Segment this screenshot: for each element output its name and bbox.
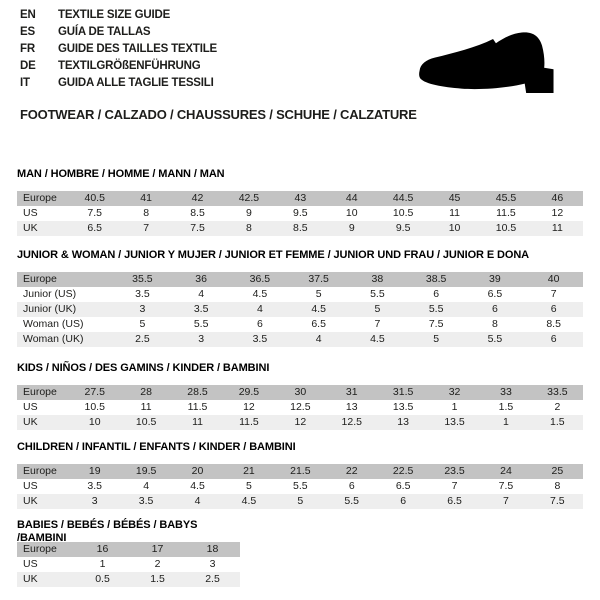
size-cell: 45.5	[495, 192, 517, 204]
size-cell: 31.5	[392, 386, 414, 398]
size-cell: 24	[500, 465, 512, 477]
size-cell: 8	[554, 480, 561, 492]
size-cell: 4.5	[241, 495, 257, 507]
size-cell: 6	[550, 333, 557, 345]
size-cell: 44.5	[392, 192, 414, 204]
row-label-cell: Woman (UK)	[23, 333, 84, 345]
size-cell: 18	[206, 543, 219, 555]
size-table	[17, 542, 240, 587]
size-cell: 4	[315, 333, 322, 345]
table-row	[17, 542, 240, 557]
table-row	[17, 557, 240, 572]
size-table	[17, 272, 583, 347]
size-cell: 5.5	[487, 333, 503, 345]
size-cell: 3	[209, 558, 216, 570]
size-cell: 1	[99, 558, 106, 570]
size-cell: 36	[195, 273, 207, 285]
size-cell: 4	[194, 495, 201, 507]
size-cell: 1.5	[498, 401, 514, 413]
size-cell: 4.5	[252, 288, 268, 300]
language-code: EN	[20, 9, 36, 21]
size-cell: 13	[345, 401, 358, 413]
size-cell: 3	[139, 303, 146, 315]
size-cell: 1.5	[550, 416, 565, 428]
size-cell: 42.5	[238, 192, 260, 204]
table-row	[17, 479, 583, 494]
row-label-cell: US	[23, 558, 38, 570]
size-cell: 5	[246, 480, 252, 492]
size-cell: 11	[192, 416, 203, 428]
size-cell: 5.5	[293, 480, 308, 492]
size-cell: 8.5	[190, 207, 205, 219]
row-label-cell: UK	[23, 573, 38, 585]
size-table-section	[17, 168, 583, 236]
row-label-cell: Europe	[23, 273, 57, 285]
size-cell: 9.5	[395, 222, 411, 234]
size-cell: 6.5	[447, 495, 462, 507]
size-cell: 12.5	[341, 416, 362, 428]
language-code: IT	[20, 77, 30, 89]
size-cell: 10	[345, 207, 358, 219]
size-cell: 7.5	[428, 318, 444, 330]
size-cell: 7	[550, 288, 557, 300]
language-label: GUÍA DE TALLAS	[58, 26, 151, 38]
size-cell: 2	[554, 401, 561, 413]
size-table	[17, 385, 583, 430]
size-cell: 32	[448, 386, 461, 398]
size-cell: 36.5	[249, 273, 271, 285]
table-row	[17, 385, 583, 400]
row-label-cell: Junior (US)	[23, 288, 77, 300]
size-cell: 1	[503, 416, 509, 428]
size-cell: 10.5	[392, 207, 414, 219]
size-cell: 6.5	[395, 480, 411, 492]
row-label-cell: UK	[23, 416, 38, 428]
size-cell: 3.5	[87, 480, 102, 492]
language-row	[20, 41, 217, 58]
table-row	[17, 272, 583, 287]
size-cell: 2	[154, 558, 161, 570]
size-cell: 11.5	[239, 416, 259, 428]
size-cell: 2.5	[135, 333, 150, 345]
size-cell: 6	[433, 288, 440, 300]
table-title: JUNIOR & WOMAN / JUNIOR Y MUJER / JUNIOR ET FEMME / JUNIOR UND FRAU / JUNIOR E DONA	[17, 249, 530, 261]
size-cell: 13.5	[444, 416, 465, 428]
size-cell: 8	[491, 318, 498, 330]
size-cell: 4.5	[190, 480, 205, 492]
row-label-cell: US	[23, 401, 38, 413]
size-cell: 8.5	[293, 222, 308, 234]
size-cell: 8.5	[546, 318, 561, 330]
size-cell: 6	[400, 495, 407, 507]
row-label-cell: Europe	[23, 386, 57, 398]
size-cell: 6.5	[311, 318, 326, 330]
size-cell: 3	[91, 495, 98, 507]
size-cell: 7	[143, 222, 150, 234]
row-label-cell: US	[23, 207, 38, 219]
row-label-cell: US	[23, 480, 38, 492]
size-cell: 0.5	[95, 573, 110, 585]
table-row	[17, 494, 583, 509]
size-table-section	[17, 519, 240, 587]
size-table	[17, 464, 583, 509]
size-cell: 2.5	[205, 573, 220, 585]
size-cell: 23.5	[444, 465, 465, 477]
size-cell: 19.5	[135, 465, 157, 477]
table-row	[17, 302, 583, 317]
size-cell: 10.5	[84, 401, 105, 413]
size-cell: 7.5	[550, 495, 565, 507]
size-cell: 28.5	[187, 386, 208, 398]
size-cell: 31	[345, 386, 358, 398]
language-code: DE	[20, 60, 36, 72]
size-cell: 10	[448, 222, 461, 234]
row-label-cell: Junior (UK)	[23, 303, 77, 315]
language-label: GUIDE DES TAILLES TEXTILE	[58, 43, 217, 55]
row-label-cell: UK	[23, 222, 38, 234]
size-cell: 11.5	[187, 401, 208, 413]
size-cell: 3.5	[135, 288, 150, 300]
language-code: ES	[20, 26, 35, 38]
size-cell: 12	[551, 207, 564, 219]
size-cell: 19	[88, 465, 101, 477]
size-cell: 33.5	[547, 386, 568, 398]
size-cell: 5	[433, 333, 440, 345]
table-title: MAN / HOMBRE / HOMME / MANN / MAN	[17, 168, 225, 180]
table-row	[17, 287, 583, 302]
size-cell: 3.5	[252, 333, 268, 345]
size-cell: 21.5	[290, 465, 311, 477]
size-cell: 25	[551, 465, 564, 477]
size-cell: 9	[246, 207, 252, 219]
language-row	[20, 24, 217, 41]
size-cell: 43	[294, 192, 307, 204]
size-cell: 1	[451, 401, 458, 413]
size-cell: 27.5	[84, 386, 105, 398]
size-cell: 10.5	[135, 416, 157, 428]
row-label-cell: Europe	[23, 465, 57, 477]
size-cell: 8	[143, 207, 150, 219]
size-cell: 5.5	[370, 288, 385, 300]
size-cell: 33	[500, 386, 512, 398]
table-row	[17, 464, 583, 479]
size-cell: 28	[140, 386, 152, 398]
size-cell: 37.5	[308, 273, 329, 285]
size-cell: 38.5	[425, 273, 447, 285]
category-title: FOOTWEAR / CALZADO / CHAUSSURES / SCHUHE / CALZATURE	[20, 107, 417, 122]
size-cell: 40.5	[84, 192, 105, 204]
size-cell: 11.5	[496, 207, 516, 219]
row-label-cell: UK	[23, 495, 38, 507]
table-row	[17, 221, 583, 236]
size-cell: 5.5	[428, 303, 444, 315]
size-cell: 4.5	[370, 333, 385, 345]
size-cell: 3.5	[193, 303, 209, 315]
size-cell: 6	[256, 318, 263, 330]
size-cell: 13.5	[392, 401, 414, 413]
size-cell: 38	[371, 273, 384, 285]
size-table-section	[17, 362, 583, 430]
size-cell: 6.5	[87, 222, 102, 234]
row-label-cell: Europe	[23, 192, 57, 204]
size-cell: 9	[348, 222, 355, 234]
size-cell: 6	[491, 303, 498, 315]
size-cell: 46	[551, 192, 564, 204]
size-cell: 40	[547, 273, 560, 285]
table-row	[17, 572, 240, 587]
size-cell: 5	[315, 288, 322, 300]
size-cell: 44	[345, 192, 358, 204]
language-label: GUIDA ALLE TAGLIE TESSILI	[58, 77, 214, 89]
size-cell: 1.5	[150, 573, 165, 585]
size-cell: 13	[397, 416, 409, 428]
size-cell: 4	[198, 288, 205, 300]
size-cell: 10.5	[495, 222, 517, 234]
size-cell: 20	[191, 465, 204, 477]
size-cell: 45	[448, 192, 461, 204]
size-cell: 11	[140, 401, 152, 413]
size-cell: 5	[297, 495, 304, 507]
table-row	[17, 206, 583, 221]
size-cell: 16	[96, 543, 109, 555]
table-row	[17, 332, 583, 347]
table-title: BABIES / BEBÉS / BÉBÉS / BABYS /BAMBINI	[17, 519, 198, 544]
size-cell: 8	[246, 222, 252, 234]
table-title: KIDS / NIÑOS / DES GAMINS / KINDER / BAMBINI	[17, 362, 270, 374]
size-cell: 17	[151, 543, 164, 555]
size-cell: 22	[345, 465, 358, 477]
size-cell: 12.5	[290, 401, 311, 413]
language-row	[20, 75, 217, 92]
size-cell: 22.5	[392, 465, 414, 477]
size-cell: 6	[348, 480, 355, 492]
size-cell: 7	[451, 480, 458, 492]
size-cell: 3.5	[138, 495, 154, 507]
size-cell: 5	[139, 318, 146, 330]
size-cell: 39	[489, 273, 501, 285]
size-cell: 6.5	[487, 288, 503, 300]
size-table-section	[17, 249, 583, 347]
size-cell: 7	[503, 495, 509, 507]
size-table	[17, 191, 583, 236]
size-cell: 35.5	[132, 273, 153, 285]
language-code: FR	[20, 43, 35, 55]
size-cell: 4.5	[311, 303, 326, 315]
size-cell: 12	[294, 416, 307, 428]
size-cell: 11	[551, 222, 563, 234]
language-row	[20, 7, 217, 24]
size-cell: 41	[140, 192, 152, 204]
size-cell: 7.5	[498, 480, 514, 492]
language-list	[20, 7, 217, 92]
table-row	[17, 400, 583, 415]
row-label-cell: Europe	[23, 543, 57, 555]
table-row	[17, 317, 583, 332]
size-cell: 11	[449, 207, 460, 219]
table-title: CHILDREN / INFANTIL / ENFANTS / KINDER / BAMBINI	[17, 441, 296, 453]
size-cell: 6	[550, 303, 557, 315]
table-row	[17, 415, 583, 430]
table-row	[17, 191, 583, 206]
size-cell: 7.5	[87, 207, 102, 219]
size-cell: 7	[374, 318, 381, 330]
size-cell: 5.5	[344, 495, 360, 507]
size-cell: 30	[294, 386, 307, 398]
dress-shoe-icon	[396, 26, 580, 98]
size-cell: 7.5	[190, 222, 205, 234]
row-label-cell: Woman (US)	[23, 318, 84, 330]
size-cell: 5.5	[193, 318, 209, 330]
language-label: TEXTILGRÖßENFÜHRUNG	[58, 60, 201, 72]
size-cell: 29.5	[238, 386, 260, 398]
language-label: TEXTILE SIZE GUIDE	[58, 9, 171, 21]
size-cell: 12	[243, 401, 255, 413]
size-cell: 10	[88, 416, 101, 428]
size-cell: 42	[191, 192, 204, 204]
size-cell: 5	[374, 303, 381, 315]
size-cell: 4	[256, 303, 263, 315]
size-cell: 9.5	[293, 207, 308, 219]
size-cell: 3	[198, 333, 205, 345]
size-cell: 4	[143, 480, 150, 492]
language-row	[20, 58, 217, 75]
size-cell: 21	[243, 465, 255, 477]
size-table-section	[17, 441, 583, 509]
